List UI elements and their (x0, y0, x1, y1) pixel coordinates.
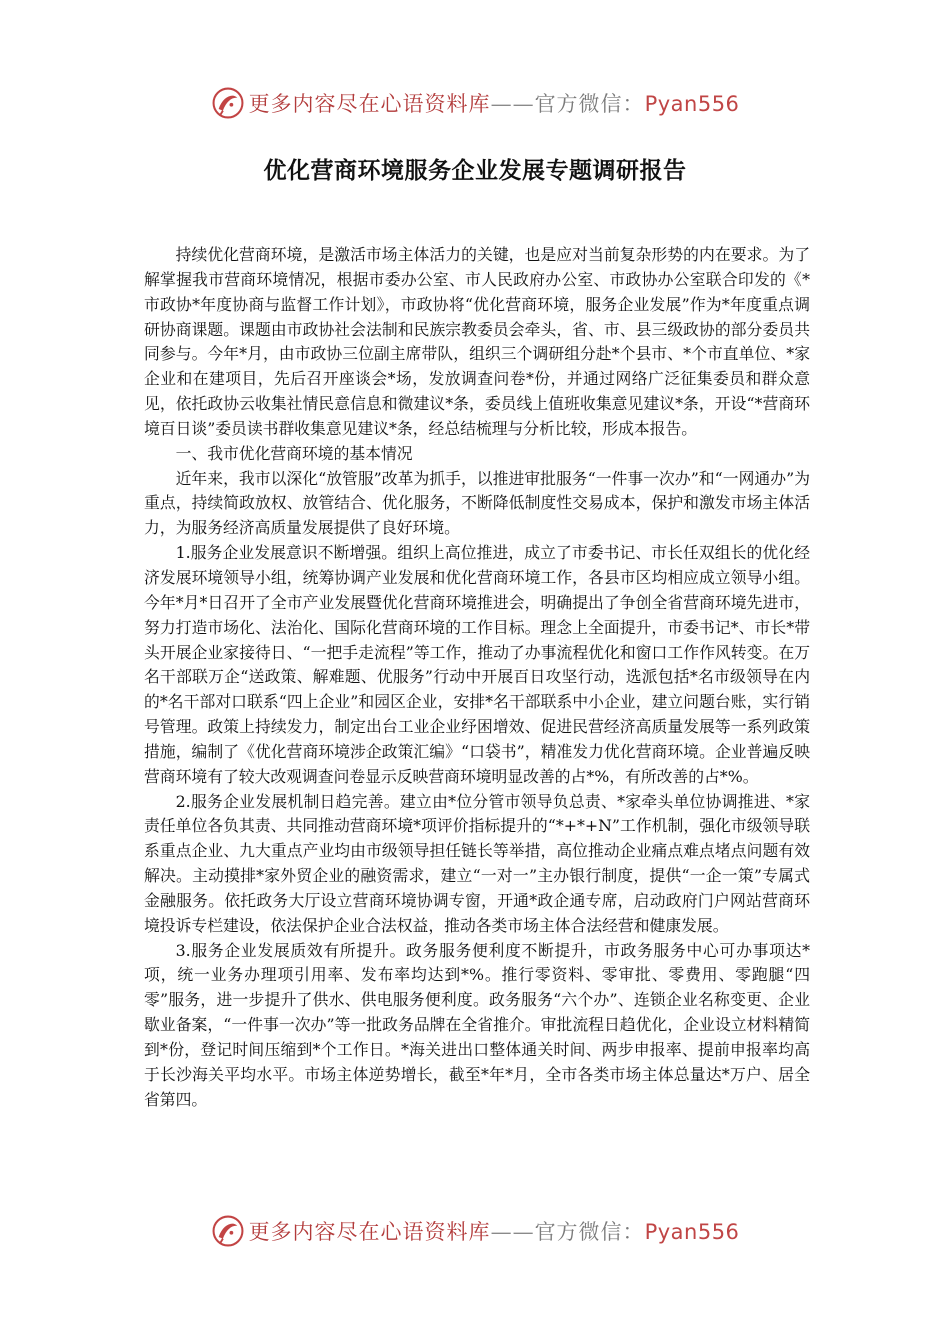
paragraph-point-1: 1.服务企业发展意识不断增强。组织上高位推进，成立了市委书记、市长任双组长的优化经济发展环境领导小组，统筹协调产业发展和优化营商环境工作，各县市区均相应成立领导小组。今年*月*日召开了全市产业发展暨优化营商环境推进会，明确提出了争创全省营商环境先进市，努力打造市场化、法治化、国际化营商环境的工作目标。理念上全面提升，市委书记*、市长*带头开展企业家接待日、“一把手走流程”等工作，推动了办事流程优化和窗口工作作风转变。在万名干部联万企“送政策、解难题、优服务”行动中开展百日攻坚行动，选派包括*名市级领导在内的*名干部对口联系“四上企业”和园区企业，安排*名干部联系中小企业，建立问题台账，实行销号管理。政策上持续发力，制定出台工业企业纾困增效、促进民营经济高质量发展等一系列政策措施，编制了《优化营商环境涉企政策汇编》“口袋书”，精准发力优化营商环境。企业普遍反映营商环境有了较大改观调查问卷显示反映营商环境明显改善的占*%，有所改善的占*%。 (144, 543, 810, 786)
paragraph-point-3: 3.服务企业发展质效有所提升。政务服务便利度不断提升，市政务服务中心可办事项达*项，统一业务办理项引用率、发布率均达到*%。推行零资料、零审批、零费用、零跑腿“四零”服务，进一步提升了供水、供电服务便利度。政务服务“六个办”、连锁企业名称变更、企业歇业备案，“一件事一次办”等一批政务品牌在全省推介。审批流程日趋优化，企业设立材料精简到*份，登记时间压缩到*个工作日。*海关进出口整体通关时间、两步申报率、提前申报率均高于长沙海关平均水平。市场主体逆势增长，截至*年*月，全市各类市场主体总量达*万户、居全省第四。 (144, 940, 810, 1109)
banner-dash: —— (490, 1220, 535, 1244)
paragraph-point-2: 2.服务企业发展机制日趋完善。建立由*位分管市领导负总责、*家牵头单位协调推进、*家责任单位各负其责、共同推动营商环境*项评价指标提升的“*+*+N”工作机制，强化市级领导联系重点企业、九大重点产业均由市级领导担任链长等举措，高位推动企业痛点难点堵点问题有效解决。主动摸排*家外贸企业的融资需求，建立“一对一”主办银行制度，提供“一企一策”专属式金融服务。依托政务大厅设立营商环境协调专窗，开通*政企通专席，启动政府门户网站营商环境投诉专栏建设，依法保护企业合法权益，推动各类市场主体合法经营和健康发展。 (144, 791, 810, 935)
banner-dash: —— (490, 92, 535, 116)
brand-logo-icon (211, 86, 245, 120)
banner-wechat-id: Pyan556 (644, 92, 740, 116)
banner-brand: 更多内容尽在心语资料库 (248, 92, 491, 116)
banner-wechat-label: 官方微信： (534, 92, 645, 116)
footer-watermark-banner (0, 1211, 950, 1251)
paragraph-overview: 近年来，我市以深化“放管服”改革为抓手，以推进审批服务“一件事一次办”和“一网通办”为重点，持续简政放权、放管结合、优化服务，不断降低制度性交易成本，保护和激发市场主体活力，为服务经济高质量发展提供了良好环境。 (144, 468, 810, 538)
section-heading-1: 一、我市优化营商环境的基本情况 (175, 443, 413, 463)
banner-brand: 更多内容尽在心语资料库 (248, 1220, 491, 1244)
document-title: 优化营商环境服务企业发展专题调研报告 (263, 158, 687, 184)
brand-logo-icon (211, 1214, 245, 1248)
document-body (144, 243, 810, 1113)
banner-wechat-label: 官方微信： (534, 1220, 645, 1244)
banner-text (249, 88, 740, 118)
banner-wechat-id: Pyan556 (644, 1220, 740, 1244)
paragraph-intro: 持续优化营商环境，是激活市场主体活力的关键，也是应对当前复杂形势的内在要求。为了解掌握我市营商环境情况，根据市委办公室、市人民政府办公室、市政协办公室联合印发的《*市政协*年度协商与监督工作计划》，市政协将“优化营商环境，服务企业发展”作为*年度重点调研协商课题。课题由市政协社会法制和民族宗教委员会牵头，省、市、县三级政协的部分委员共同参与。今年*月，由市政协三位副主席带队，组织三个调研组分赴*个县市、*个市直单位、*家企业和在建项目，先后召开座谈会*场，发放调查问卷*份，并通过网络广泛征集委员和群众意见，依托政协云收集社情民意信息和微建议*条，委员线上值班收集意见建议*条，开设“*营商环境百日谈”委员读书群收集意见建议*条，经总结梳理与分析比较，形成本报告。 (144, 245, 810, 438)
banner-text (249, 1216, 740, 1246)
header-watermark-banner (0, 83, 950, 123)
